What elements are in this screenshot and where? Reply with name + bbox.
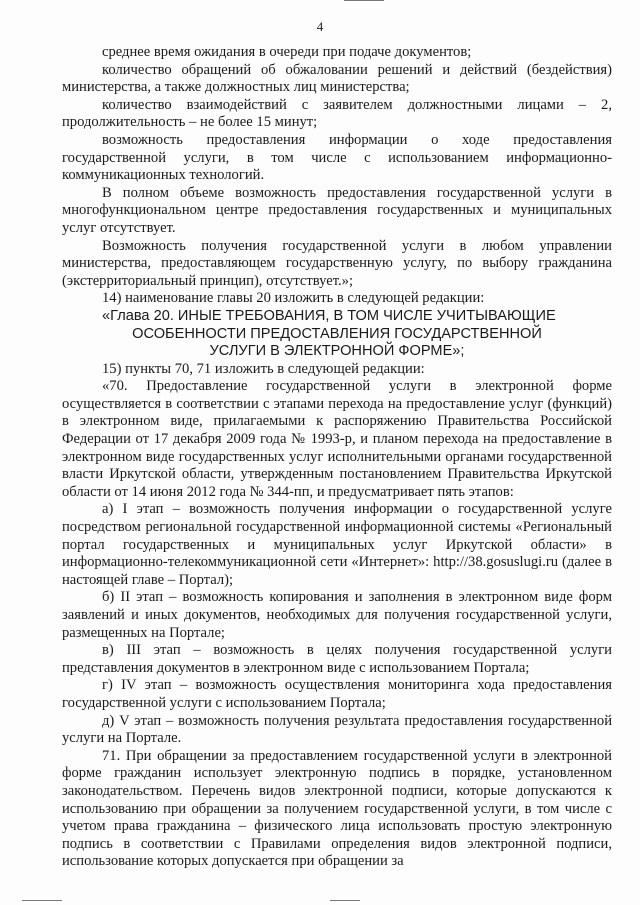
chapter-heading (62, 308, 612, 361)
paragraph-stage-5: д) V этап – возможность получения результата предоставления государственной услуги на Портале. (62, 712, 612, 747)
paragraph-appeals-count: количество обращений об обжаловании решений и действий (бездействия) министерства, а также должностных лиц министерства; (62, 61, 612, 96)
chapter-heading-line-3: УСЛУГИ В ЭЛЕКТРОННОЙ ФОРМЕ»; (209, 343, 465, 360)
paragraph-stage-2: б) II этап – возможность копирования и заполнения в электронном виде форм заявлений и иных документов, необходимых для получения государственной услуги, размещенных на Портале; (62, 589, 612, 641)
paragraph-clause-70: «70. Предоставление государственной услуги в электронной форме осуществляется в соответствии с этапами перехода на предоставление услуг (функций) в электронном виде, прилагаемыми к распоряжению Правительства Российской Федерации от 17 декабря 2009 года № 1993-р, и планом перехода на предоставление в электронном виде государственных услуг исполнительными органами государственной власти Иркутской области, утвержденным постановлением Правительства Иркутской области от 14 июня 2012 года № 344-пп, и предусматривает пять этапов: (62, 378, 612, 500)
paragraph-waiting-time: среднее время ожидания в очереди при подаче документов; (102, 44, 472, 60)
paragraph-info-possibility: возможность предоставления информации о ходе предоставления государственной услуги, в том числе с использованием информационно-коммуникационных технологий. (62, 131, 612, 184)
paragraph-clause-71: 71. При обращении за предоставлением государственной услуги в электронной форме гражданин использует электронную подпись в порядке, установленном законодательством. Перечень видов электронной подписи, которые допускаются к использованию при обращении за получением государственной услуги, в том числе с учетом права гражданина – физического лица использовать простую электронную подпись в соответствии с Правилами определения видов электронной подписи, использование которых допускается при обращении за (62, 747, 612, 870)
chapter-heading-line-2: ОСОБЕННОСТИ ПРЕДОСТАВЛЕНИЯ ГОСУДАРСТВЕННОЙ (132, 325, 542, 342)
scan-mark-top (344, 0, 384, 1)
paragraph-item-14: 14) наименование главы 20 изложить в следующей редакции: (102, 290, 485, 307)
paragraph-stage-3: в) III этап – возможность в целях получения государственной услуги представления документов в электронном виде с использованием Портала; (62, 642, 612, 676)
document-body (62, 44, 612, 871)
paragraph-extraterritorial: Возможность получения государственной услуги в любом управлении министерства, предоставляющем государственную услугу, по выбору гражданина (экстерриториальный принцип), отсутствует.»; (62, 237, 612, 289)
page-number: 4 (316, 19, 324, 34)
paragraph-interactions: количество взаимодействий с заявителем должностными лицами – 2, продолжительность – не более 15 минут; (62, 96, 612, 131)
scan-mark-bottom-left (22, 900, 62, 901)
paragraph-stage-4: г) IV этап – возможность осуществления мониторинга хода предоставления государственной услуги с использованием Портала; (62, 677, 612, 711)
scan-mark-bottom-center (330, 900, 360, 901)
chapter-heading-line-1: «Глава 20. ИНЫЕ ТРЕБОВАНИЯ, В ТОМ ЧИСЛЕ УЧИТЫВАЮЩИЕ (102, 307, 556, 324)
paragraph-item-15: 15) пункты 70, 71 изложить в следующей редакции: (102, 360, 425, 377)
paragraph-mfc: В полном объеме возможность предоставления государственной услуги в многофункциональном центре предоставления государственных и муниципальных услуг отсутствует. (62, 184, 612, 236)
paragraph-stage-1: а) I этап – возможность получения информации о государственной услуге посредством региональной государственной информационной системы «Региональный портал государственных и муниципальных услуг Иркутской области» в информационно-телекоммуникационной сети «Интернет»: http://38.gosuslugi.ru (далее в настоящей главе – Портал); (62, 501, 612, 588)
